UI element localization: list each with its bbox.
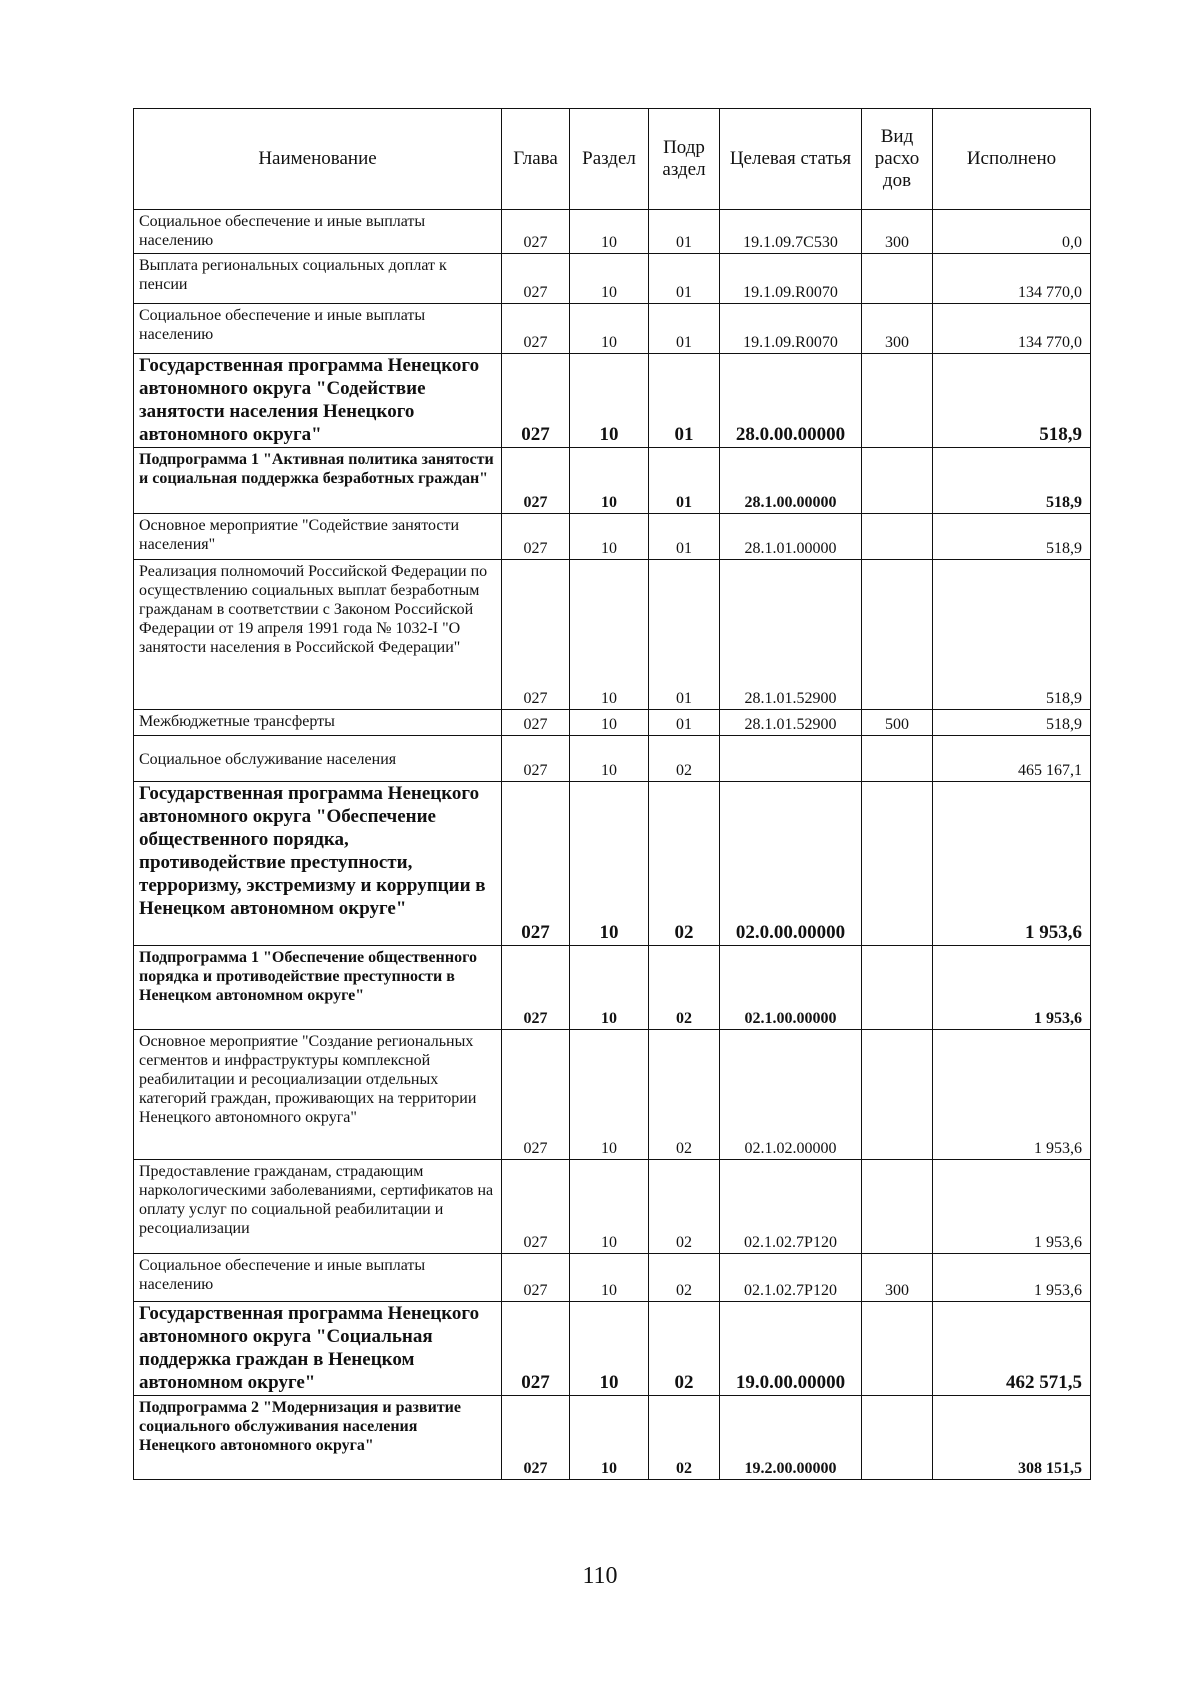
row-amount: 134 770,0: [933, 254, 1091, 304]
row-podrazdel: 01: [649, 354, 720, 448]
table-row: [134, 1254, 1091, 1302]
table-row: [134, 736, 1091, 782]
row-name: Подпрограмма 1 "Обеспечение общественного порядка и противодействие преступности в Ненецком автономном округе": [134, 946, 502, 1030]
row-vid: 300: [862, 304, 933, 354]
header-razdel: Раздел: [570, 109, 649, 210]
row-podrazdel: 01: [649, 710, 720, 736]
row-amount: 465 167,1: [933, 736, 1091, 782]
row-vid: [862, 254, 933, 304]
row-razdel: 10: [570, 1302, 649, 1396]
row-vid: [862, 560, 933, 710]
row-podrazdel: 01: [649, 304, 720, 354]
row-razdel: 10: [570, 710, 649, 736]
row-name: Социальное обеспечение и иные выплаты населению: [134, 304, 502, 354]
row-razdel: 10: [570, 1254, 649, 1302]
row-target: 02.1.00.00000: [720, 946, 862, 1030]
row-vid: [862, 736, 933, 782]
row-glava: 027: [502, 1030, 570, 1160]
row-target: 02.1.02.00000: [720, 1030, 862, 1160]
table-row: [134, 304, 1091, 354]
row-podrazdel: 02: [649, 1396, 720, 1480]
table-row: [134, 448, 1091, 514]
row-target: 28.1.01.52900: [720, 560, 862, 710]
row-name: Социальное обеспечение и иные выплаты населению: [134, 210, 502, 254]
row-name: Межбюджетные трансферты: [134, 710, 502, 736]
table-row: [134, 254, 1091, 304]
row-amount: 518,9: [933, 354, 1091, 448]
row-podrazdel: 02: [649, 1030, 720, 1160]
row-vid: [862, 354, 933, 448]
row-name: Подпрограмма 1 "Активная политика занятости и социальная поддержка безработных граждан": [134, 448, 502, 514]
table-row: [134, 1160, 1091, 1254]
row-glava: 027: [502, 448, 570, 514]
table-row: [134, 514, 1091, 560]
row-amount: 134 770,0: [933, 304, 1091, 354]
row-amount: 462 571,5: [933, 1302, 1091, 1396]
row-razdel: 10: [570, 560, 649, 710]
row-glava: 027: [502, 210, 570, 254]
row-name: Социальное обеспечение и иные выплаты населению: [134, 1254, 502, 1302]
row-vid: [862, 1396, 933, 1480]
row-target: 19.2.00.00000: [720, 1396, 862, 1480]
row-glava: 027: [502, 782, 570, 946]
row-razdel: 10: [570, 254, 649, 304]
row-podrazdel: 01: [649, 254, 720, 304]
row-glava: 027: [502, 736, 570, 782]
row-name: Государственная программа Ненецкого автономного округа "Обеспечение общественного порядка, противодействие преступности, терроризму, экстремизму и коррупции в Ненецком автономном округе": [134, 782, 502, 946]
row-podrazdel: 02: [649, 1254, 720, 1302]
table-row: [134, 782, 1091, 946]
row-razdel: 10: [570, 354, 649, 448]
row-vid: 300: [862, 1254, 933, 1302]
row-name: Государственная программа Ненецкого автономного округа "Содействие занятости населения Ненецкого автономного округа": [134, 354, 502, 448]
table-row: [134, 1302, 1091, 1396]
table-row: [134, 560, 1091, 710]
row-amount: 518,9: [933, 514, 1091, 560]
row-amount: 308 151,5: [933, 1396, 1091, 1480]
row-glava: 027: [502, 1254, 570, 1302]
header-name: Наименование: [134, 109, 502, 210]
row-razdel: 10: [570, 304, 649, 354]
header-glava: Глава: [502, 109, 570, 210]
row-target: 02.0.00.00000: [720, 782, 862, 946]
row-target: 19.1.09.R0070: [720, 304, 862, 354]
row-amount: 518,9: [933, 710, 1091, 736]
table-row: [134, 210, 1091, 254]
row-target: 19.1.09.7C530: [720, 210, 862, 254]
row-amount: 1 953,6: [933, 1030, 1091, 1160]
row-name: Подпрограмма 2 "Модернизация и развитие социального обслуживания населения Ненецкого автономного округа": [134, 1396, 502, 1480]
row-name: Предоставление гражданам, страдающим наркологическими заболеваниями, сертификатов на оплату услуг по социальной реабилитации и ресоциализации: [134, 1160, 502, 1254]
row-razdel: 10: [570, 210, 649, 254]
row-glava: 027: [502, 1160, 570, 1254]
row-podrazdel: 02: [649, 782, 720, 946]
row-name: Основное мероприятие "Содействие занятости населения": [134, 514, 502, 560]
row-amount: 0,0: [933, 210, 1091, 254]
header-executed: Исполнено: [933, 109, 1091, 210]
header-podrazdel: Подр аздел: [649, 109, 720, 210]
row-target: 28.1.01.00000: [720, 514, 862, 560]
table-row: [134, 354, 1091, 448]
row-glava: 027: [502, 1302, 570, 1396]
row-razdel: 10: [570, 1030, 649, 1160]
table-row: [134, 1396, 1091, 1480]
row-glava: 027: [502, 514, 570, 560]
row-podrazdel: 02: [649, 946, 720, 1030]
row-name: Основное мероприятие "Создание региональных сегментов и инфраструктуры комплексной реабилитации и ресоциализации отдельных категорий граждан, проживающих на территории Ненецкого автономного округа": [134, 1030, 502, 1160]
row-amount: 1 953,6: [933, 782, 1091, 946]
table-row: [134, 946, 1091, 1030]
row-amount: 1 953,6: [933, 1254, 1091, 1302]
row-vid: [862, 1160, 933, 1254]
row-glava: 027: [502, 354, 570, 448]
row-vid: [862, 782, 933, 946]
row-target: 19.1.09.R0070: [720, 254, 862, 304]
row-glava: 027: [502, 304, 570, 354]
table-row: [134, 1030, 1091, 1160]
row-vid: [862, 514, 933, 560]
row-target: 19.0.00.00000: [720, 1302, 862, 1396]
row-glava: 027: [502, 946, 570, 1030]
row-vid: [862, 1030, 933, 1160]
row-name: Выплата региональных социальных доплат к пенсии: [134, 254, 502, 304]
row-podrazdel: 02: [649, 1160, 720, 1254]
row-target: 28.0.00.00000: [720, 354, 862, 448]
row-podrazdel: 01: [649, 210, 720, 254]
row-razdel: 10: [570, 946, 649, 1030]
row-glava: 027: [502, 254, 570, 304]
row-razdel: 10: [570, 736, 649, 782]
row-name: Государственная программа Ненецкого автономного округа "Социальная поддержка граждан в Ненецком автономном округе": [134, 1302, 502, 1396]
row-glava: 027: [502, 710, 570, 736]
row-vid: [862, 1302, 933, 1396]
row-razdel: 10: [570, 1160, 649, 1254]
row-amount: 518,9: [933, 560, 1091, 710]
row-name: Реализация полномочий Российской Федерации по осуществлению социальных выплат безработным гражданам в соответствии с Законом Российской Федерации от 19 апреля 1991 года № 1032-I "О занятости населения в Российской Федерации": [134, 560, 502, 710]
row-podrazdel: 01: [649, 448, 720, 514]
table-row: [134, 710, 1091, 736]
row-amount: 518,9: [933, 448, 1091, 514]
row-vid: 500: [862, 710, 933, 736]
row-vid: 300: [862, 210, 933, 254]
row-target: 02.1.02.7P120: [720, 1254, 862, 1302]
row-target: 28.1.00.00000: [720, 448, 862, 514]
header-target: Целевая статья: [720, 109, 862, 210]
row-target: [720, 736, 862, 782]
header-vid: Вид расхо дов: [862, 109, 933, 210]
row-podrazdel: 01: [649, 514, 720, 560]
row-glava: 027: [502, 560, 570, 710]
table-header-row: [134, 109, 1091, 210]
row-razdel: 10: [570, 448, 649, 514]
page-number: 110: [582, 1563, 618, 1589]
budget-table: [133, 108, 1091, 1480]
row-podrazdel: 02: [649, 736, 720, 782]
row-vid: [862, 946, 933, 1030]
row-name: Социальное обслуживание населения: [134, 736, 502, 782]
row-podrazdel: 02: [649, 1302, 720, 1396]
row-amount: 1 953,6: [933, 946, 1091, 1030]
row-vid: [862, 448, 933, 514]
row-razdel: 10: [570, 514, 649, 560]
row-amount: 1 953,6: [933, 1160, 1091, 1254]
row-target: 02.1.02.7P120: [720, 1160, 862, 1254]
row-glava: 027: [502, 1396, 570, 1480]
row-target: 28.1.01.52900: [720, 710, 862, 736]
row-razdel: 10: [570, 1396, 649, 1480]
row-podrazdel: 01: [649, 560, 720, 710]
row-razdel: 10: [570, 782, 649, 946]
